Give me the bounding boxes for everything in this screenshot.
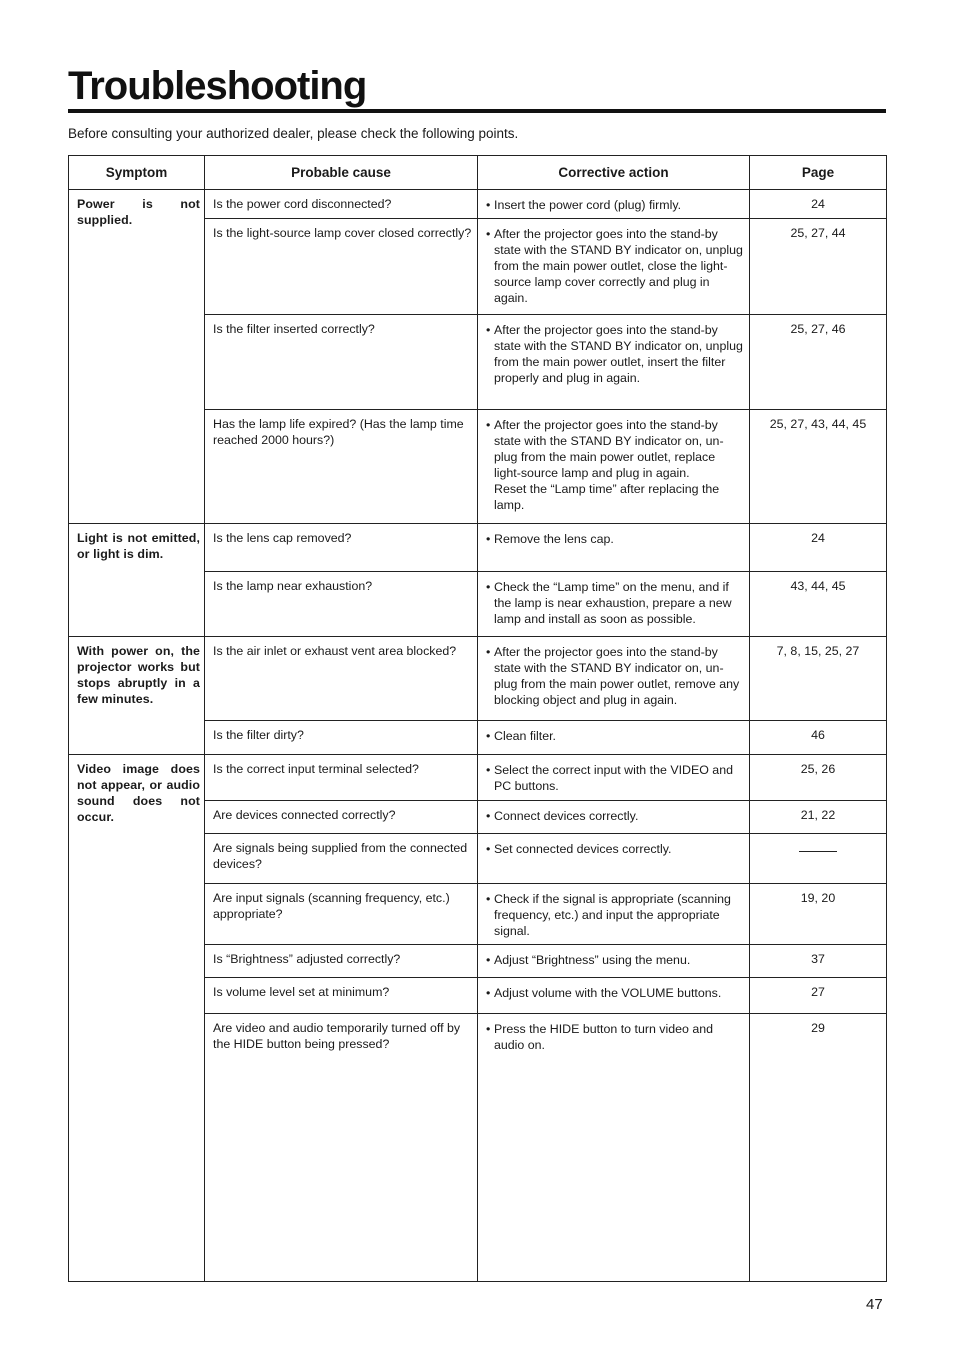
bullet-icon: •	[486, 227, 491, 242]
action-text: Adjust volume with the VOLUME buttons.	[494, 985, 722, 1000]
cause-cell: Has the lamp life expired? (Has the lamp time reached 2000 hours?)	[205, 410, 478, 524]
action-cell	[478, 1013, 750, 1281]
action-text: Insert the power cord (plug) firmly.	[494, 198, 682, 212]
symptom-cell: With power on, the projector works but stops abruptly in a few minutes.	[69, 637, 205, 755]
action-cell	[478, 315, 750, 410]
no-page-dash	[799, 851, 837, 852]
cause-cell: Are devices connected correctly?	[205, 801, 478, 834]
bullet-icon: •	[486, 763, 491, 778]
action-line	[486, 197, 745, 213]
page-cell: 21, 22	[750, 801, 887, 834]
cause-cell: Is volume level set at minimum?	[205, 977, 478, 1013]
page-cell: 24	[750, 190, 887, 219]
symptom-cell: Light is not emitted, or light is dim.	[69, 524, 205, 637]
cause-cell: Are signals being supplied from the connected devices?	[205, 834, 478, 883]
action-line	[486, 417, 745, 481]
page-cell: 25, 27, 43, 44, 45	[750, 410, 887, 524]
action-text: Select the correct input with the VIDEO and PC buttons.	[494, 763, 733, 794]
bullet-icon: •	[486, 809, 491, 824]
header-action: Corrective action	[478, 156, 750, 190]
page-cell: 7, 8, 15, 25, 27	[750, 637, 887, 721]
action-text: Press the HIDE button to turn video and audio on.	[494, 1021, 714, 1052]
action-cell	[478, 410, 750, 524]
bullet-icon: •	[486, 418, 491, 433]
action-cell	[478, 524, 750, 572]
bullet-icon: •	[486, 729, 491, 744]
action-cell	[478, 944, 750, 977]
page-cell: 25, 26	[750, 755, 887, 801]
action-line	[486, 481, 745, 513]
bullet-icon: •	[486, 952, 491, 967]
symptom-cell: Power is not supplied.	[69, 190, 205, 524]
header-cause: Probable cause	[205, 156, 478, 190]
bullet-icon: •	[486, 198, 491, 212]
action-line	[486, 728, 745, 744]
action-text: Connect devices correctly.	[494, 809, 639, 824]
action-cell	[478, 190, 750, 219]
troubleshooting-table	[68, 155, 887, 1282]
bullet-icon: •	[486, 842, 491, 857]
page-cell: 25, 27, 44	[750, 219, 887, 315]
cause-cell: Is the filter dirty?	[205, 721, 478, 755]
page-title: Troubleshooting	[68, 64, 367, 108]
action-line	[486, 985, 745, 1001]
action-text: After the projector goes into the stand-by state with the STAND BY indicator on, unplug from the main power outlet, insert the filter properly and plug in again.	[494, 323, 743, 386]
action-line	[486, 762, 745, 794]
cause-cell: Is the air inlet or exhaust vent area blocked?	[205, 637, 478, 721]
title-rule	[68, 109, 886, 113]
cause-cell: Are video and audio temporarily turned off by the HIDE button being pressed?	[205, 1013, 478, 1281]
table-row	[69, 190, 887, 219]
bullet-icon: •	[486, 985, 491, 1000]
bullet-icon: •	[486, 532, 491, 547]
action-cell	[478, 883, 750, 944]
bullet-icon	[486, 481, 494, 513]
page-cell: 43, 44, 45	[750, 572, 887, 637]
action-text: Clean filter.	[494, 729, 556, 744]
action-text: After the projector goes into the stand-by state with the STAND BY indicator on, unplug from the main power outlet, close the light- source lamp cover correctly and plug in again.	[494, 227, 743, 306]
cause-cell: Are input signals (scanning frequency, etc.) appropriate?	[205, 883, 478, 944]
action-line	[486, 841, 745, 857]
bullet-icon: •	[486, 580, 491, 595]
action-text: Reset the “Lamp time” after replacing the lamp.	[494, 482, 720, 513]
action-cell	[478, 755, 750, 801]
cause-cell: Is the power cord disconnected?	[205, 190, 478, 219]
table-header-row	[69, 156, 887, 190]
table-body	[69, 190, 887, 1282]
bullet-icon: •	[486, 645, 491, 660]
cause-cell: Is “Brightness” adjusted correctly?	[205, 944, 478, 977]
action-cell	[478, 834, 750, 883]
page-cell: 46	[750, 721, 887, 755]
page-cell: 29	[750, 1013, 887, 1281]
action-line	[486, 579, 745, 627]
action-cell	[478, 637, 750, 721]
page-cell: 25, 27, 46	[750, 315, 887, 410]
cause-cell: Is the correct input terminal selected?	[205, 755, 478, 801]
bullet-icon: •	[486, 1021, 491, 1036]
page-number: 47	[866, 1296, 883, 1313]
action-line	[486, 531, 745, 547]
page-cell: 37	[750, 944, 887, 977]
bullet-icon: •	[486, 891, 491, 906]
page-cell: 27	[750, 977, 887, 1013]
action-line	[486, 952, 745, 968]
header-symptom: Symptom	[69, 156, 205, 190]
page-cell: 24	[750, 524, 887, 572]
action-line	[486, 644, 745, 708]
action-text: Set connected devices correctly.	[494, 842, 672, 857]
action-line	[486, 226, 745, 306]
action-text: Check the “Lamp time” on the menu, and if the lamp is near exhaustion, prepare a new lamp and install as soon as possible.	[494, 580, 732, 627]
action-line	[486, 808, 745, 824]
page-cell: 19, 20	[750, 883, 887, 944]
page-cell	[750, 834, 887, 883]
table-row	[69, 524, 887, 572]
cause-cell: Is the lamp near exhaustion?	[205, 572, 478, 637]
bullet-icon: •	[486, 323, 491, 338]
action-cell	[478, 721, 750, 755]
symptom-cell: Video image does not appear, or audio sound does not occur.	[69, 755, 205, 1282]
action-text: After the projector goes into the stand-by state with the STAND BY indicator on, un-plug from the main power outlet, remove any blocking object and plug in again.	[494, 645, 740, 708]
action-text: After the projector goes into the stand-by state with the STAND BY indicator on, un-plug from the main power outlet, replace light-source lamp and plug in again.	[494, 418, 724, 481]
action-cell	[478, 219, 750, 315]
action-cell	[478, 977, 750, 1013]
cause-cell: Is the filter inserted correctly?	[205, 315, 478, 410]
action-line	[486, 1021, 745, 1053]
action-line	[486, 891, 745, 939]
action-line	[486, 322, 745, 386]
header-page: Page	[750, 156, 887, 190]
action-text: Check if the signal is appropriate (scanning frequency, etc.) and input the appropriate signal.	[494, 891, 731, 938]
cause-cell: Is the lens cap removed?	[205, 524, 478, 572]
cause-cell: Is the light-source lamp cover closed correctly?	[205, 219, 478, 315]
action-text: Adjust “Brightness” using the menu.	[494, 952, 691, 967]
action-cell	[478, 572, 750, 637]
table-row	[69, 755, 887, 801]
action-cell	[478, 801, 750, 834]
table-row	[69, 637, 887, 721]
action-text: Remove the lens cap.	[494, 532, 614, 547]
intro-text: Before consulting your authorized dealer, please check the following points.	[68, 126, 519, 141]
